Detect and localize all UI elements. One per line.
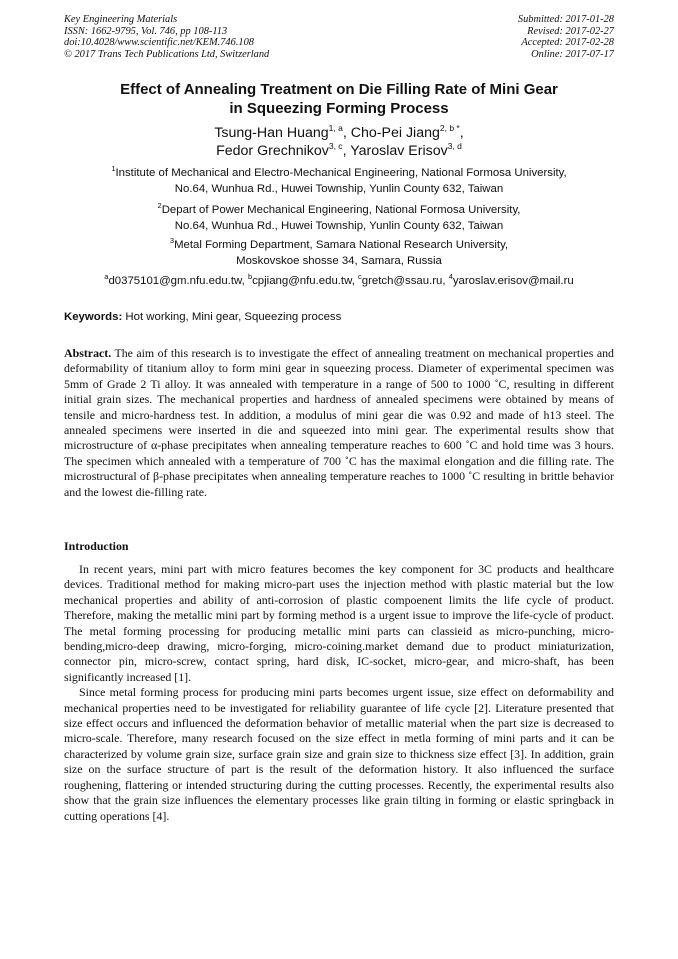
author-line-1: Tsung-Han Huang$^{1, a}$, Cho-Pei Jiang$^{2, b *}$, <box>214 123 464 141</box>
abstract-text: The aim of this research is to investigate the effect of annealing treatment on mechanical properties and deformability of titanium alloy to form mini gear in squeezing process. Diameter of experimental specimen was 5mm of Grade 2 Ti alloy. It was annealed with temperature in a range of 500 to 1000 ˚C, resulting in different initial grain sizes. The mechanical properties and hardness of annealed specimens were obtained by means of tensile and micro-hardness test. In addition, a modulus of mini gear die was 0.92 and made of h13 steel. The annealed specimens were inserted in die and squeezed into mini gear. The experimental results show that microstructure of α-phase precipitates when annealing temperature reaches to 600 ˚C and hold time was 3 hours. The specimen which annealed with a temperature of 700 ˚C has the maximal elongation and die filling rate. The microstructural of β-phase precipitates when annealing temperature reaches to 1000 ˚C resulting in brittle behavior and the lowest die-filling rate. <box>64 346 614 499</box>
journal-name: Key Engineering Materials <box>64 14 178 25</box>
paragraph: Since metal forming process for producing mini parts becomes urgent issue, size effect on deformability and mechanical properties need to be investigated for reliability guarantee of life cycle [2]. Literature presented that size effect occurs and influenced the deformation behavior of metallic material when the part size is decreased to micro-scale. Therefore, many research focused on the size effect in metla forming of mini parts and it can be characterized by volume grain size, surface grain size and grain size to thickness size effect [3]. In addition, grain size on the surface structure of part is the result of the deformation history. It also influenced the surface roughening, flattering or intended structuring during the cutting processes. Recently, the experimental results also show that the grain size influences the elementary processes like grain tilting in forming or elastic springback in cutting operations [4]. <box>64 685 614 823</box>
section-heading-introduction: Introduction <box>64 539 129 553</box>
keywords <box>64 310 614 324</box>
title-line-1: Effect of Annealing Treatment on Die Filling Rate of Mini Gear <box>120 81 558 98</box>
author-name: Tsung-Han Huang <box>214 125 329 141</box>
affiliation-line: No.64, Wunhua Rd., Huwei Township, Yunlin County 632, Taiwan <box>174 219 504 232</box>
journal-doi: doi:10.4028/www.scientific.net/KEM.746.108 <box>64 37 254 49</box>
email-sup: b <box>247 272 253 281</box>
author-sup: 3, d <box>447 141 462 151</box>
journal-issn: ISSN: 1662-9795, Vol. 746, pp 108-113 <box>64 25 228 37</box>
date-revised: Revised: 2017-02-27 <box>527 25 614 37</box>
abstract <box>64 346 614 500</box>
title-line-2: in Squeezing Forming Process <box>229 100 449 117</box>
email-sup: 4 <box>448 272 453 281</box>
email-sup: c <box>358 272 362 281</box>
affiliation-line: Institute of Mechanical and Electro-Mechanical Engineering, National Formosa University, <box>115 167 567 179</box>
author-line-2: Fedor Grechnikov$^{3, c}$, Yaroslav Erisov$^{3, d}$ <box>216 141 462 159</box>
journal-copyright: © 2017 Trans Tech Publications Ltd, Switzerland <box>64 48 270 60</box>
date-submitted: Submitted: 2017-01-28 <box>517 14 614 25</box>
keywords-label: Keywords: <box>64 311 123 323</box>
author-sup: 1, a <box>328 123 343 133</box>
author-name: Fedor Grechnikov <box>216 143 329 159</box>
author-name: Yaroslav Erisov <box>350 143 448 159</box>
author-sup: 3, c <box>328 141 343 151</box>
author-sup: 2, b * <box>439 123 460 133</box>
paragraph: In recent years, mini part with micro features becomes the key component for 3C products and healthcare devices. Traditional method for making micro-part uses the injection method with plastic material but the low mechanical properties and ability of anti-corrosion of plastic compoenent limits the life cycle of product. Therefore, making the metallic mini part by forming method is a urgent issue to improve the life-cycle of product. The metal forming processing for producing metallic mini parts can classieid as micro-punching, micro-bending,micro-deep drawing, micro-forging, micro-coining.market demand due to product miniaturization, connector pin, micro-screw, contact spring, hard disk, IC-socket, micro-gear, and micro-shaft, has been significantly increased [1]. <box>64 562 614 684</box>
date-online: Online: 2017-07-17 <box>531 48 614 60</box>
email-list <box>64 274 614 290</box>
publication-dates <box>518 14 614 60</box>
date-accepted: Accepted: 2017-02-28 <box>521 37 614 49</box>
author-list <box>64 124 614 160</box>
affiliation-sup: 2 <box>157 201 162 210</box>
affiliation-1 <box>64 166 614 197</box>
abstract-label: Abstract. <box>64 346 112 360</box>
email-address: yaroslav.erisov@mail.ru <box>452 275 574 287</box>
affiliation-line: Moskovskoe shosse 34, Samara, Russia <box>236 254 442 267</box>
affiliation-line: Depart of Power Mechanical Engineering, National Formosa University, <box>161 204 521 216</box>
keywords-text: Hot working, Mini gear, Squeezing process <box>122 311 342 323</box>
affiliation-2 <box>64 203 614 234</box>
email-address: gretch@ssau.ru, <box>361 275 449 287</box>
affiliation-3 <box>64 238 614 269</box>
affiliation-sup: 1 <box>111 164 116 173</box>
introduction-body <box>64 562 614 824</box>
email-sup: a <box>104 272 109 281</box>
email-address: cpjiang@nfu.edu.tw, <box>252 275 359 287</box>
affiliation-line: No.64, Wunhua Rd., Huwei Township, Yunlin County 632, Taiwan <box>174 182 504 195</box>
author-name: Cho-Pei Jiang <box>350 125 440 141</box>
affiliation-sup: 3 <box>169 236 175 245</box>
journal-info <box>64 14 269 60</box>
email-address: d0375101@gm.nfu.edu.tw, <box>108 275 248 287</box>
affiliation-line: Metal Forming Department, Samara National Research University, <box>174 239 509 251</box>
paper-title <box>64 80 614 118</box>
